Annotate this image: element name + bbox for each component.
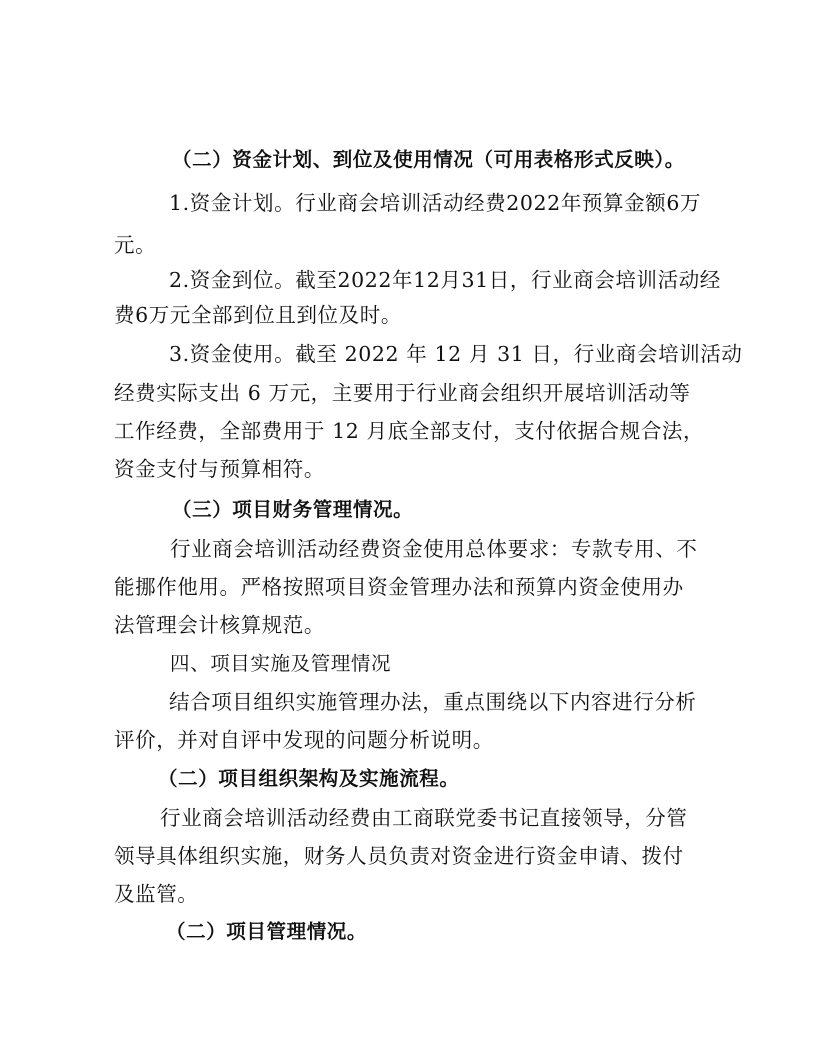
section-finance-heading: （三）项目财务管理情况。 xyxy=(172,498,414,521)
chapter-four-heading: 四、项目实施及管理情况 xyxy=(170,652,392,675)
finance-paragraph-line-2: 能挪作他用。严格按照项目资金管理办法和预算内资金使用办 xyxy=(114,575,684,599)
item-plan-line-2: 元。 xyxy=(114,233,157,257)
section-funds-heading: （二）资金计划、到位及使用情况（可用表格形式反映）。 xyxy=(172,148,685,171)
finance-paragraph-line-3: 法管理会计核算规范。 xyxy=(114,613,325,637)
item-plan-line-1: 1.资金计划。行业商会培训活动经费2022年预算金额6万 xyxy=(169,191,702,215)
item-use-line-2: 经费实际支出 6 万元，主要用于行业商会组织开展培训活动等 xyxy=(114,381,691,405)
item-arrival-line-2: 费6万元全部到位且到位及时。 xyxy=(114,303,402,327)
item-arrival-line-1: 2.资金到位。截至2022年12月31日，行业商会培训活动经 xyxy=(169,268,721,292)
section-mgmt-heading: （二）项目管理情况。 xyxy=(166,920,368,943)
org-paragraph-line-2: 领导具体组织实施，财务人员负责对资金进行资金申请、拨付 xyxy=(114,844,684,868)
finance-paragraph-line-1: 行业商会培训活动经费资金使用总体要求：专款专用、不 xyxy=(170,537,698,561)
item-use-line-3: 工作经费，全部费用于 12 月底全部支付，支付依据合规合法， xyxy=(114,419,705,443)
org-paragraph-line-1: 行业商会培训活动经费由工商联党委书记直接领导，分管 xyxy=(160,806,688,830)
section-org-heading: （二）项目组织架构及实施流程。 xyxy=(158,767,460,790)
item-use-line-1: 3.资金使用。截至 2022 年 12 月 31 日，行业商会培训活动 xyxy=(169,342,743,366)
item-use-line-4: 资金支付与预算相符。 xyxy=(114,457,325,481)
chapter-four-paragraph-line-1: 结合项目组织实施管理办法，重点围绕以下内容进行分析 xyxy=(169,690,697,714)
org-paragraph-line-3: 及监管。 xyxy=(114,882,199,906)
chapter-four-paragraph-line-2: 评价，并对自评中发现的问题分析说明。 xyxy=(114,728,494,752)
